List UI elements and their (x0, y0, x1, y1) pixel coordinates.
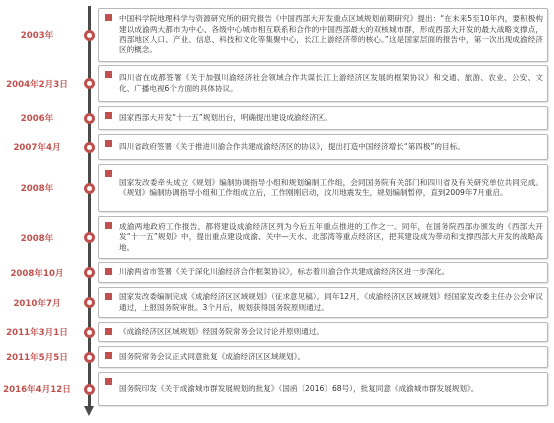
event-card (98, 134, 548, 160)
timeline-node-icon (84, 183, 95, 194)
timeline-event (0, 65, 554, 102)
timeline-node-icon (84, 267, 95, 278)
event-date: 2004年2月3日 (6, 79, 68, 90)
timeline-event (0, 164, 554, 212)
timeline-event (0, 287, 554, 318)
timeline-event (0, 8, 554, 62)
event-description: 成渝两地政府工作报告，都将建设成渝经济区列为今后五年重点推进的工作之一。同年，在国务院西部办颁发的《西部大开发“十一五”规划》中，提出重点建设成渝、关中—天水、北部湾等重点经济区，把其建设成为带动和支撑西部大开发的战略高地。 (119, 222, 543, 252)
event-date: 2016年4月12日 (3, 385, 71, 395)
timeline-arrow-icon (84, 406, 94, 416)
event-description: 川渝两省市签署《关于深化川渝经济合作框架协议》，标志着川渝合作共建成渝经济区进一步深化。 (119, 267, 450, 277)
event-date: 2008年 (20, 233, 54, 244)
timeline-node-icon (84, 78, 95, 89)
timeline-node-icon (84, 30, 95, 41)
timeline-node-icon (84, 384, 95, 395)
timeline-event (0, 346, 554, 368)
event-date: 2011年3月1日 (6, 328, 68, 338)
event-card (98, 372, 548, 406)
event-date: 2007年4月 (13, 143, 61, 153)
event-card (98, 106, 548, 130)
event-date: 2010年7月 (13, 298, 61, 309)
timeline-event (0, 216, 554, 259)
event-card (98, 65, 548, 102)
timeline-event (0, 372, 554, 406)
timeline-event (0, 322, 554, 342)
timeline-event (0, 106, 554, 130)
event-description: 四川省在成都签署《关于加强川渝经济社会领域合作共谋长江上游经济区发展的框架协议》和交通、旅游、农业、公安、文化、广播电视6个方面的具体协议。 (119, 73, 543, 93)
event-description: 四川省政府签署《关于推进川渝合作共建成渝经济区的协议》，提出打造中国经济增长“第四极”的目标。 (119, 141, 465, 151)
event-card (98, 287, 548, 318)
event-date: 2008年 (20, 184, 54, 194)
timeline-node-icon (84, 113, 95, 124)
event-date: 2006年 (20, 114, 54, 124)
event-description: 国家发改委牵头成立《规划》编制协调指导小组和规划编制工作组，会同国务院有关部门和四川省及有关研究单位共同完成。《规划》编制协调指导小组和工作组成立后，工作刚刚启动，汶川地震发生，规划编制暂停，直到2009年7月重启。 (119, 177, 543, 197)
event-description: 国家西部大开发“十一五”规划出台，明确提出建设成渝经济区。 (119, 112, 332, 122)
event-card (98, 346, 548, 368)
event-card (98, 322, 548, 342)
event-card (98, 164, 548, 212)
event-description: 国务院印发《关于成渝城市群发展规划的批复》（国函〔2016〕68号），批复同意《成渝城市群发展规划》。 (119, 383, 479, 393)
event-card (98, 216, 548, 259)
timeline-node-icon (84, 232, 95, 243)
timeline-event (0, 134, 554, 160)
event-description: 《成渝经济区区域规划》经国务院常务会议讨论并原则通过。 (119, 326, 325, 336)
event-description: 国家发改委编制完成《成渝经济区区域规划》（征求意见稿）。同年12月，《成渝经济区区域规划》经国家发改委主任办公会审议通过，上报国务院审批。3个月后，规划获得国务院原则通过。 (119, 292, 543, 312)
event-description: 国务院常务会议正式同意批复《成渝经济区区域规划》。 (119, 351, 306, 361)
timeline-node-icon (84, 352, 95, 363)
event-date: 2003年 (20, 31, 54, 41)
timeline-node-icon (84, 327, 95, 338)
timeline-event (0, 262, 554, 283)
event-date: 2011年5月5日 (6, 353, 68, 363)
timeline-node-icon (84, 297, 95, 308)
event-date: 2008年10月 (10, 268, 64, 279)
event-card (98, 8, 548, 62)
event-card (98, 262, 548, 283)
timeline-node-icon (84, 142, 95, 153)
event-description: 中国科学院地理科学与资源研究所的研究报告《中国西部大开发重点区域规划前期研究》提出：“在未来5至10年内，要积极构建以成渝两大都市为中心、各级中心城市相互联系和合作的中国西部最大的双核城市群，形成西部大开发的最大战略支撑点，西部地区人口、产业、信息、科技和文化等集聚中心，长江上游经济带的核心。”这是国家层面的报告中，第一次出现成渝经济区的概念。 (119, 14, 543, 55)
